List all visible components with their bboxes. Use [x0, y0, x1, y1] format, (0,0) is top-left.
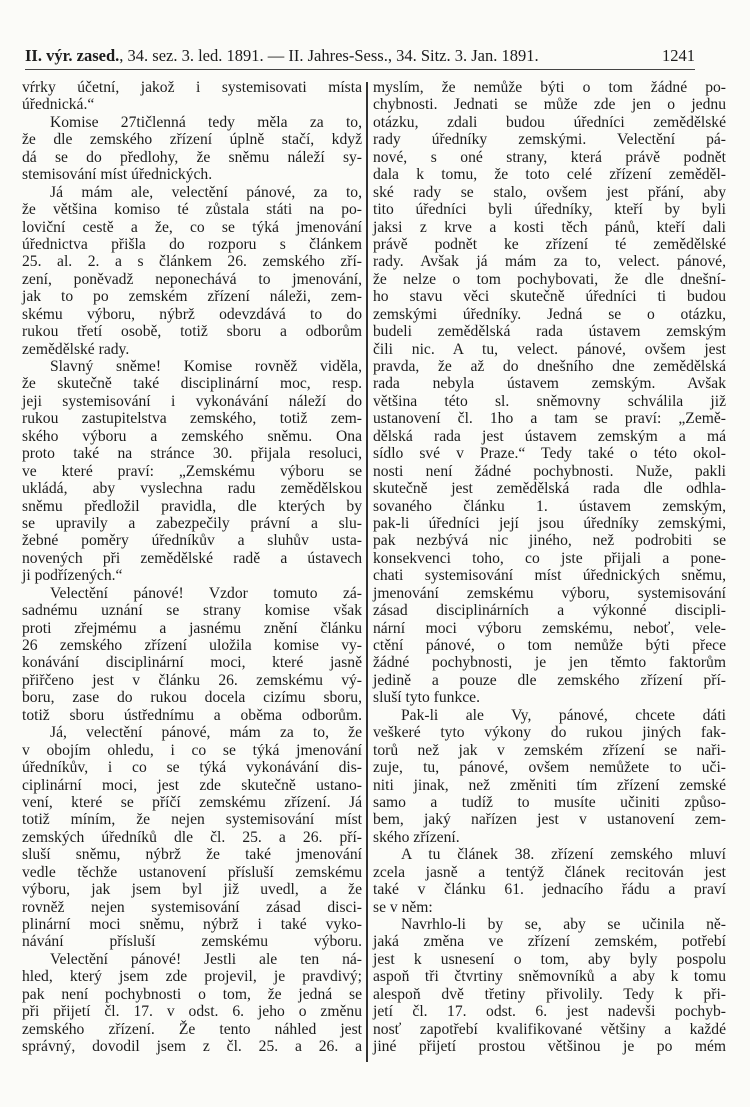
text-line: pravda, že až do dnešního dne zemědělská — [373, 358, 726, 375]
header-title — [25, 46, 539, 66]
text-line: většina této sl. sněmovny schválila již — [373, 392, 726, 410]
text-line: stemisování míst úřednických. — [22, 166, 213, 184]
text-line: čili nic. A tu, velect. pánové, ovšem jest — [373, 340, 726, 358]
text-line: rukou zastupitelstva zemského, totiž zem- — [22, 410, 362, 428]
text-line: loviční cestě a že, co se týká jmenování — [22, 218, 362, 236]
text-line: zemských úředníků dle čl. 25. a 26. pří- — [22, 828, 362, 846]
text-line: Já mám ale, velectění pánové, za to, — [50, 183, 362, 201]
text-line: žádné pochybnosti, je jen těmto faktorům — [373, 654, 726, 672]
text-line: plinární moci sněmu, nýbrž i také vyko- — [22, 916, 362, 933]
text-line: nové, s oné strany, která právě podnět — [373, 148, 726, 166]
text-line: sídlo své v Praze.“ Tedy také o této okol- — [373, 445, 726, 463]
text-line: zcela jasně a tentýž článek recitován jest — [373, 863, 726, 881]
text-line: v obojím ohledu, i co se týká jmenování — [22, 741, 362, 759]
text-line: 26 zemského zřízení uložila komise vy- — [22, 637, 362, 654]
text-line: také v článku 61. jednacího řádu a praví — [373, 881, 726, 899]
text-line: proto také na stránce 30. přijala resoluci, — [22, 445, 362, 463]
text-line: dá se do předlohy, že sněmu náleží sy- — [22, 148, 362, 166]
text-line: skému výboru, nýbrž odevzdává to do — [22, 305, 362, 323]
text-line: úřednická.“ — [22, 96, 95, 114]
text-line: sněmu předložil pravidla, dle kterých by — [22, 497, 362, 515]
text-line: sadnému uznání se strany komise však — [22, 602, 362, 620]
text-line: pak není pochybnosti o tom, že jedná se — [22, 985, 362, 1003]
text-line: ctění pánové, o tom nemůže býti přece — [373, 637, 726, 654]
text-line: veškeré tyto výkony do rukou jiných fak- — [373, 724, 726, 742]
text-line: vení, které se příčí zemskému zřízení. Já — [22, 793, 362, 811]
text-line: nární moci výboru zemskému, neboť, vele- — [373, 619, 726, 637]
text-line: správný, dovodil jsem z čl. 25. a 26. a — [22, 1038, 362, 1056]
text-line: jetí čl. 17. odst. 6. jest nadevši pochyb- — [373, 1003, 726, 1021]
text-line: zuje, tu, pánové, ovšem nemůžete to uči- — [373, 759, 726, 777]
text-line: hled, který jsem zde projevil, je pravdivý; — [22, 968, 362, 986]
text-line: nosti není žádné pochybnosti. Nuže, pakli — [373, 462, 726, 480]
text-line: ji podřízených.“ — [22, 567, 123, 585]
text-line: jeji systemisování i vykonávání náleží do — [22, 392, 362, 410]
text-line: boru, zase do rukou docela cizímu sboru, — [22, 689, 362, 707]
text-line: totiž míním, že nejen systemisování míst — [22, 811, 362, 829]
header-lead: II. výr. zased. — [25, 46, 120, 65]
text-line: jaká změna ve zřízení zemském, potřebí — [373, 933, 726, 951]
left-column — [22, 79, 362, 1056]
text-line: jedině a pouze dle zemského zřízení pří- — [373, 671, 726, 689]
text-line: že dle zemského zřízení úplně stačí, když — [22, 131, 362, 149]
text-line: konsekvenci toho, co jste přijali a pone- — [373, 549, 726, 567]
text-line: přiřčeno jest v článku 26. zemskému vý- — [22, 671, 362, 689]
text-line: zemského zřízení. Že tento náhled jest — [22, 1020, 362, 1038]
text-line: aspoň tři čtvrtiny sněmovníků a aby k tomu — [373, 968, 726, 986]
text-line: vedle těchže ustanovení přísluší zemskému — [22, 863, 362, 881]
text-line: rukou třetí osobě, totiž sboru a odborům — [22, 323, 362, 341]
text-line: jaksi z krve a kosti těch pánů, kteří dali — [373, 218, 726, 236]
text-line: Velectění pánové! Jestli ale ten ná- — [50, 950, 362, 968]
text-line: žebné poměry úředníkův a sluhův usta- — [22, 532, 362, 550]
text-line: jest k usnesení o tom, aby byly pospolu — [373, 950, 726, 968]
text-line: budeli zemědělská rada ústavem zemským — [373, 323, 726, 341]
text-line: zení, poněvadž neponechává to jmenování, — [22, 270, 362, 288]
page-number: 1241 — [662, 46, 695, 65]
text-line: nosť zapotřebí kvalifikované většiny a každé — [373, 1020, 726, 1038]
text-line: Navrhlo-li by se, aby se učinila ně- — [401, 916, 726, 933]
text-line: bem, jaký nařízen jest v ustanovení zem- — [373, 811, 726, 829]
text-line: zemědělské rady. — [22, 340, 130, 358]
text-line: Slavný sněme! Komise rovněž viděla, — [50, 358, 362, 375]
text-line: ské rady se stalo, ovšem jest přání, aby — [373, 183, 726, 201]
text-line: návání přísluší zemskému výboru. — [22, 933, 362, 951]
text-line: dala k tomu, že toto celé zřízení zeměděl- — [373, 166, 726, 184]
text-line: A tu článek 38. zřízení zemského mluví — [401, 846, 726, 864]
text-line: jak to po zemském zřízení náleži, zem- — [22, 288, 362, 306]
text-line: úředníkův, i co se týká vykonávání dis- — [22, 759, 362, 777]
text-line: pak-li úředníci její jsou úředníky zemskými, — [373, 514, 726, 532]
text-line: novených při zemědělské radě a ústavech — [22, 549, 362, 567]
text-line: ciplinární moci, jest zde skutečně ustano- — [22, 776, 362, 794]
text-line: vŕrky účetní, jakož i systemisovati místa — [22, 79, 362, 96]
text-line: Komise 27tičlenná tedy měla za to, — [50, 113, 362, 131]
text-line: alespoň dvě třetiny přivolily. Tedy k při- — [373, 985, 726, 1003]
text-line: úřednictva přišla do rozporu s článkem — [22, 235, 362, 253]
text-line: sovaného článku 1. ústavem zemským, — [373, 497, 726, 515]
text-line: právě podnět ke zřízení té zemědělské — [373, 235, 726, 253]
text-line: zásad disciplinárních a výkonné discipli- — [373, 602, 726, 620]
text-line: ského zřízení. — [373, 828, 460, 846]
text-line: ského výboru a zemského sněmu. Ona — [22, 427, 362, 445]
text-line: při přijetí čl. 17. v odst. 6. jeho o změnu — [22, 1003, 362, 1021]
text-line: niti jinak, než změniti tím zřízení zemské — [373, 776, 726, 794]
text-line: myslím, že nemůže býti o tom žádné po- — [373, 79, 726, 96]
text-line: konávání disciplinární moci, které jasně — [22, 654, 362, 672]
right-column — [373, 79, 726, 1056]
text-line: sluší tyto funkce. — [373, 689, 480, 707]
text-line: Velectění pánové! Vzdor tomuto zá- — [50, 584, 362, 602]
text-line: ukládá, aby vyslechna radu zemědělskou — [22, 480, 362, 498]
text-line: torů než jak v zemském zřízení se naři- — [373, 741, 726, 759]
text-line: 25. al. 2. a s článkem 26. zemského zří- — [22, 253, 362, 271]
text-line: tito úředníci byli úředníky, kteří by byli — [373, 201, 726, 219]
header-text: , 34. sez. 3. led. 1891. — II. Jahres-Sess., 34. Sitz. 3. Jan. 1891. — [119, 46, 539, 65]
running-header — [25, 46, 695, 70]
text-line: otázku, zdali budou úředníci zemědělské — [373, 113, 726, 131]
text-line: skutečně jest zemědělská rada dle odhla- — [373, 480, 726, 498]
text-line: chati systemisování míst úřednických sněmu, — [373, 567, 726, 585]
text-line: ustanovení čl. 1ho a tam se praví: „Země- — [373, 410, 726, 428]
text-line: se upravily a zabezpečily právní a slu- — [22, 514, 362, 532]
text-line: chybnosti. Jednati se může zde jen o jednu — [373, 96, 726, 114]
text-line: dělská rada jest ústavem zemským a má — [373, 427, 726, 445]
text-line: pak nezbývá nic jiného, než podrobiti se — [373, 532, 726, 550]
text-line: rovněž nejen systemisování zásad disci- — [22, 898, 362, 916]
text-line: totiž sboru ústřednímu a oběma odborům. — [22, 706, 362, 724]
text-line: že skutečně také disciplinární moc, resp. — [22, 375, 362, 393]
text-line: zemskými úředníky. Jedná se o otázku, — [373, 305, 726, 323]
text-line: se v něm: — [373, 898, 433, 916]
text-line: Pak-li ale Vy, pánové, chcete dáti — [401, 706, 726, 724]
text-line: ve které praví: „Zemskému výboru se — [22, 462, 362, 480]
text-line: rada nebyla ústavem zemským. Avšak — [373, 375, 726, 393]
text-line: rady úředníky zemskými. Velectění pá- — [373, 131, 726, 149]
text-line: Já, velectění pánové, mám za to, že — [50, 724, 362, 742]
text-line: rady. Avšak já mám za to, velect. pánové, — [373, 253, 726, 271]
text-line: ho stavu věci skutečně úředníci ti budou — [373, 288, 726, 306]
text-line: výboru, jak jsem byl již uvedl, a že — [22, 881, 362, 899]
text-line: proti zřejmému a jasnému znění článku — [22, 619, 362, 637]
column-divider — [366, 82, 368, 1062]
text-line: jiné přijetí prostou většinou je po mém — [373, 1038, 726, 1056]
text-line: sluší sněmu, nýbrž že také jmenování — [22, 846, 362, 864]
text-line: jmenování zemskému výboru, systemisování — [373, 584, 726, 602]
text-line: že většina komiso té zůstala státi na po- — [22, 201, 362, 219]
text-line: samo a tudíž to musíte učiniti způso- — [373, 793, 726, 811]
text-line: že nelze o tom pochybovati, že dle dnešní- — [373, 270, 726, 288]
